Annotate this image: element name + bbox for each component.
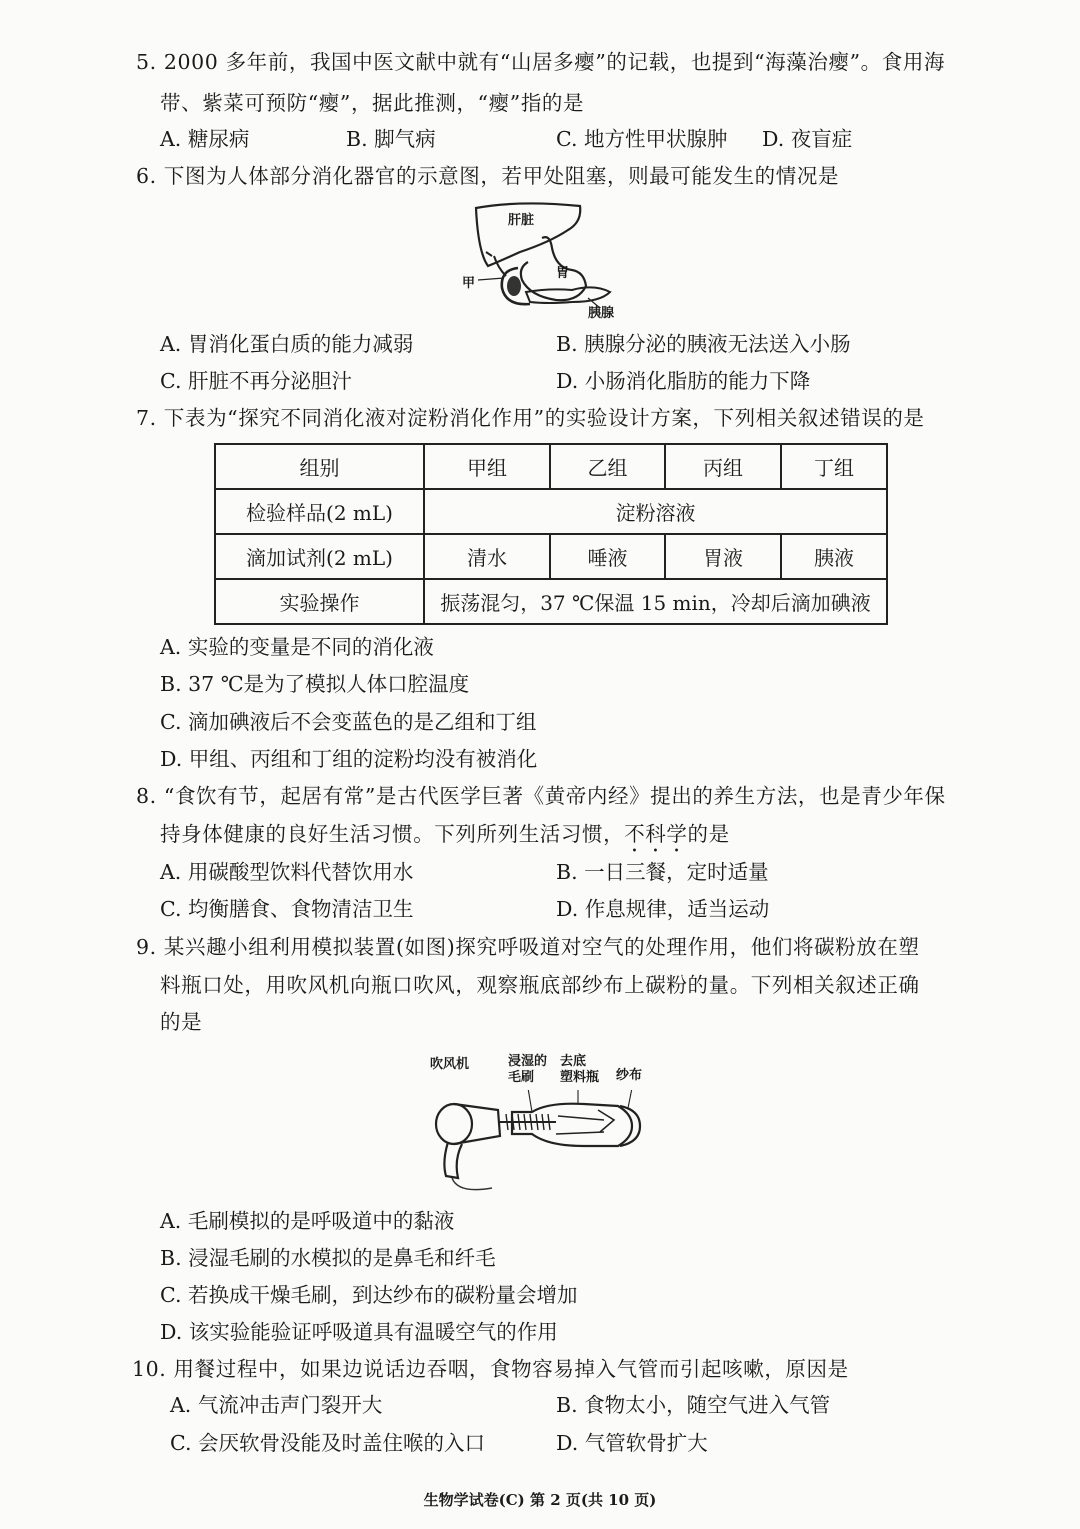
experiment-table (214, 443, 888, 625)
table-row (215, 534, 887, 579)
table-cell: 唾液 (550, 534, 665, 579)
table-header-cell: 组别 (215, 444, 424, 489)
q5-option-a[interactable]: A. 糖尿病 (160, 127, 250, 151)
q10-option-d[interactable]: D. 气管软骨扩大 (556, 1431, 708, 1455)
table-row (215, 579, 887, 624)
q7-option-b[interactable]: B. 37 ℃是为了模拟人体口腔温度 (160, 672, 470, 696)
pancreas-label: 胰腺 (588, 306, 615, 321)
wet-brush-label-line2: 毛刷 (508, 1070, 535, 1085)
q5-option-d[interactable]: D. 夜盲症 (762, 127, 853, 151)
q8-option-d[interactable]: D. 作息规律，适当运动 (556, 897, 770, 921)
q8-option-c[interactable]: C. 均衡膳食、食物清洁卫生 (160, 897, 414, 921)
q6-option-b[interactable]: B. 胰腺分泌的胰液无法送入小肠 (556, 332, 851, 356)
wet-brush-label-line1: 浸湿的 (508, 1054, 548, 1069)
table-cell: 清水 (424, 534, 550, 579)
gauze-label: 纱布 (616, 1068, 643, 1083)
table-cell: 滴加试剂(2 mL) (215, 534, 424, 579)
q9-stem-line1: 9. 某兴趣小组利用模拟装置(如图)探究呼吸道对空气的处理作用，他们将碳粉放在塑 (136, 935, 920, 959)
q8-stem-line1: 8. “食饮有节，起居有常”是古代医学巨著《黄帝内经》提出的养生方法，也是青少年保 (136, 784, 946, 808)
bottle-label-line2: 塑料瓶 (560, 1070, 600, 1085)
q7-option-c[interactable]: C. 滴加碘液后不会变蓝色的是乙组和丁组 (160, 710, 537, 734)
q9-stem-line3: 的是 (160, 1010, 203, 1034)
stomach-label: 胃 (556, 266, 570, 281)
q10-option-a[interactable]: A. 气流冲击声门裂开大 (170, 1393, 383, 1417)
q5-option-c[interactable]: C. 地方性甲状腺肿 (556, 127, 728, 151)
q8-stem-line2-part1: 持身体健康的良好生活习惯。下列所列生活习惯， (160, 822, 625, 846)
table-cell: 振荡混匀，37 ℃保温 15 min，冷却后滴加碘液 (424, 579, 887, 624)
q9-option-a[interactable]: A. 毛刷模拟的是呼吸道中的黏液 (160, 1209, 455, 1233)
q9-stem-line2: 料瓶口处，用吹风机向瓶口吹风，观察瓶底部纱布上碳粉的量。下列相关叙述正确 (160, 973, 920, 997)
table-header-cell: 乙组 (550, 444, 665, 489)
q10-stem: 10. 用餐过程中，如果边说话边吞咽，食物容易掉入气管而引起咳嗽，原因是 (132, 1357, 849, 1381)
table-header-cell: 丙组 (665, 444, 781, 489)
q8-stem-line2-part2: 的是 (687, 822, 730, 846)
q9-option-b[interactable]: B. 浸湿毛刷的水模拟的是鼻毛和纤毛 (160, 1246, 496, 1270)
q6-stem: 6. 下图为人体部分消化器官的示意图，若甲处阻塞，则最可能发生的情况是 (136, 164, 840, 188)
q8-stem-line2 (160, 819, 730, 857)
table-cell: 淀粉溶液 (424, 489, 887, 534)
q7-option-d[interactable]: D. 甲组、丙组和丁组的淀粉均没有被消化 (160, 747, 538, 771)
q6-option-a[interactable]: A. 胃消化蛋白质的能力减弱 (160, 332, 414, 356)
q10-option-c[interactable]: C. 会厌软骨没能及时盖住喉的入口 (170, 1431, 485, 1455)
digestive-organs-figure (460, 196, 640, 324)
q10-option-b[interactable]: B. 食物太小，随空气进入气管 (556, 1393, 831, 1417)
table-cell: 实验操作 (215, 579, 424, 624)
q5-option-b[interactable]: B. 脚气病 (346, 127, 436, 151)
jia-label: 甲 (462, 276, 476, 291)
q9-option-c[interactable]: C. 若换成干燥毛刷，到达纱布的碳粉量会增加 (160, 1283, 578, 1307)
hair-dryer-label: 吹风机 (430, 1057, 470, 1072)
q5-stem-line2: 带、紫菜可预防“瘿”，据此推测，“瘿”指的是 (160, 91, 585, 115)
table-row (215, 444, 887, 489)
q7-stem: 7. 下表为“探究不同消化液对淀粉消化作用”的实验设计方案，下列相关叙述错误的是 (136, 406, 925, 430)
table-cell: 检验样品(2 mL) (215, 489, 424, 534)
respiratory-model-figure (428, 1090, 648, 1194)
q8-emphasis-text: 不科学 (624, 822, 688, 846)
table-header-cell: 丁组 (781, 444, 887, 489)
q8-option-a[interactable]: A. 用碳酸型饮料代替饮用水 (160, 860, 414, 884)
table-cell: 胃液 (665, 534, 781, 579)
page-footer: 生物学试卷(C) 第 2 页(共 10 页) (423, 1491, 657, 1509)
q5-stem-line1: 5. 2000 多年前，我国中医文献中就有“山居多瘿”的记载，也提到“海藻治瘿”。食用海 (136, 50, 946, 74)
q8-option-b[interactable]: B. 一日三餐，定时适量 (556, 860, 769, 884)
q6-option-d[interactable]: D. 小肠消化脂肪的能力下降 (556, 369, 811, 393)
q7-option-a[interactable]: A. 实验的变量是不同的消化液 (160, 635, 434, 659)
table-cell: 胰液 (781, 534, 887, 579)
liver-label: 肝脏 (508, 213, 535, 228)
q9-option-d[interactable]: D. 该实验能验证呼吸道具有温暖空气的作用 (160, 1320, 558, 1344)
bottle-label-line1: 去底 (560, 1054, 587, 1069)
q6-option-c[interactable]: C. 肝脏不再分泌胆汁 (160, 369, 352, 393)
table-header-cell: 甲组 (424, 444, 550, 489)
table-row (215, 489, 887, 534)
